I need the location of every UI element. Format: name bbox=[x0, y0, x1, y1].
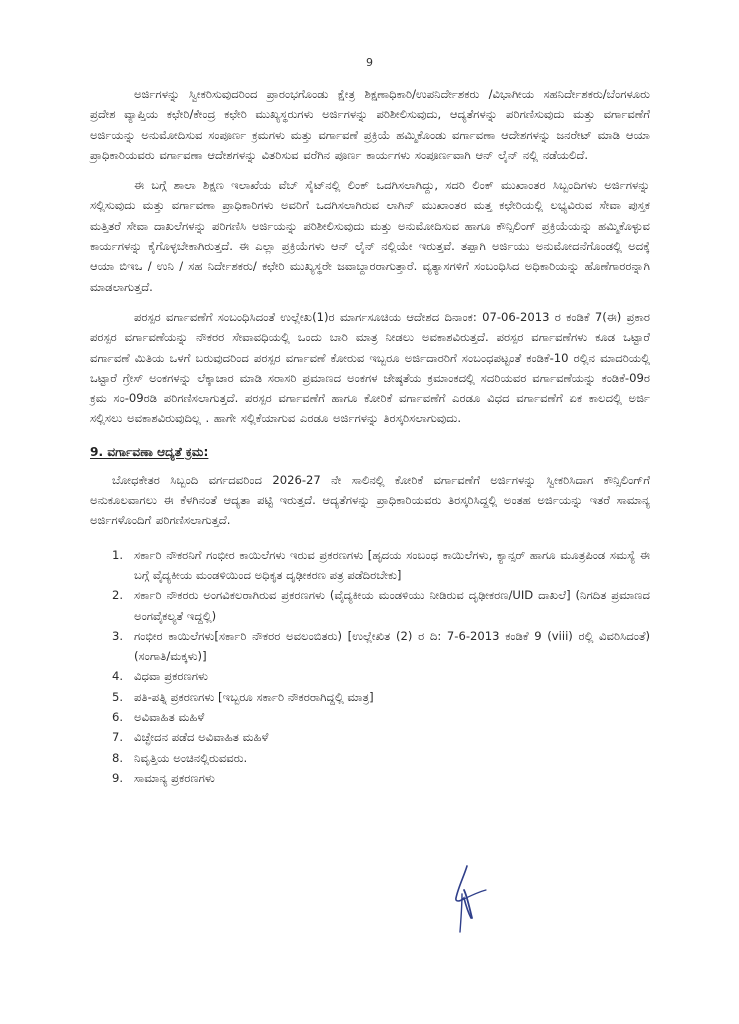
paragraph-online-process: ಅರ್ಜಿಗಳನ್ನು ಸ್ವೀಕರಿಸುವುದರಿಂದ ಪ್ರಾರಂಭಗೊಂಡು ಕ್ಷೇತ್ರ ಶಿಕ್ಷಣಾಧಿಕಾರಿ/ಉಪನಿರ್ದೇಶಕರು /ವಿಭಾಗೀಯ ಸಹನಿರ್ದೇಶಕರು/ಬೆಂಗಳೂರು ಪ್ರದೇಶ ವ್ಯಾಪ್ತಿಯ ಕಛೇರಿ/ಕೇಂದ್ರ ಕಛೇರಿ ಮುಖ್ಯಸ್ಥರುಗಳು ಅರ್ಜಿಗಳನ್ನು ಪರಿಶೀಲಿಸುವುದು, ಆದ್ಯತೆಗಳನ್ನು ಪರಿಗಣಿಸುವುದು ಮತ್ತು ವರ್ಗಾವಣೆಗೆ ಅರ್ಜಿಯನ್ನು ಅನುಮೋದಿಸುವ ಸಂಪೂರ್ಣ ಕ್ರಮಗಳು ಮತ್ತು ವರ್ಗಾವಣೆ ಪ್ರಕ್ರಿಯೆ ಹಮ್ಮಿಕೊಂಡು ವರ್ಗಾವಣಾ ಆದೇಶಗಳನ್ನು ಜನರೇಟ್ ಮಾಡಿ ಆಯಾ ಪ್ರಾಧಿಕಾರಿಯವರು ವರ್ಗಾವಣಾ ಆದೇಶಗಳನ್ನು ವಿತರಿಸುವ ವರೆಗಿನ ಪೂರ್ಣ ಕಾರ್ಯಗಳು ಸಂಪೂರ್ಣವಾಗಿ ಆನ್ ಲೈನ್ ನಲ್ಲಿ ನಡೆಯಲಿದೆ. bbox=[90, 87, 650, 162]
list-item-text: ಸರ್ಕಾರಿ ನೌಕರರು ಅಂಗವಿಕಲರಾಗಿರುವ ಪ್ರಕರಣಗಳು (ವೈದ್ಯಕೀಯ ಮಂಡಳಿಯು ನೀಡಿರುವ ದೃಢೀಕರಣ/UID ದಾಖಲೆ] (ನಿಗದಿತ ಪ್ರಮಾಣದ ಅಂಗವೈಕಲ್ಯತೆ ಇದ್ದಲ್ಲಿ) bbox=[134, 588, 650, 623]
list-item bbox=[112, 687, 650, 707]
list-item bbox=[112, 748, 650, 768]
list-item-number: 5. bbox=[112, 689, 124, 704]
priority-list bbox=[90, 545, 650, 789]
list-item-number: 8. bbox=[112, 750, 124, 765]
list-item-text: ಸಾಮಾನ್ಯ ಪ್ರಕರಣಗಳು bbox=[134, 770, 215, 785]
page-number: 9 bbox=[366, 56, 373, 69]
list-item bbox=[112, 585, 650, 626]
list-item-number: 6. bbox=[112, 710, 124, 725]
paragraph-mutual-transfer: ಪರಸ್ಪರ ವರ್ಗಾವಣೆಗೆ ಸಂಬಂಧಿಸಿದಂತೆ ಉಲ್ಲೇಖ(1)ರ ಮಾರ್ಗಸೂಚಿಯ ಆದೇಶದ ದಿನಾಂಕ: 07-06-2013 ರ ಕಂಡಿಕೆ 7(ಈ) ಪ್ರಕಾರ ಪರಸ್ಪರ ವರ್ಗಾವಣೆಯನ್ನು ನೌಕರರ ಸೇವಾವಧಿಯಲ್ಲಿ ಒಂದು ಬಾರಿ ಮಾತ್ರ ನೀಡಲು ಅವಕಾಶವಿರುತ್ತದೆ. ಪರಸ್ಪರ ವರ್ಗಾವಣೆಗಳು ಕೂಡ ಒಟ್ಟಾರೆ ವರ್ಗಾವಣೆ ಮಿತಿಯ ಒಳಗೆ ಬರುವುದರಿಂದ ಪರಸ್ಪರ ವರ್ಗಾವಣೆ ಕೋರುವ ಇಬ್ಬರೂ ಅರ್ಜಿದಾರರಿಗೆ ಸಂಬಂಧಪಟ್ಟಂತೆ ಕಂಡಿಕೆ-10 ರಲ್ಲಿನ ಮಾದರಿಯಲ್ಲಿ ಒಟ್ಟಾರೆ ಗ್ರೇಸ್ ಅಂಕಗಳನ್ನು ಲೆಕ್ಕಾಚಾರ ಮಾಡಿ ಸರಾಸರಿ ಪ್ರಮಾಣದ ಅಂಕಗಳ ಜೇಷ್ಠತೆಯ ಕ್ರಮಾಂಕದಲ್ಲಿ ಸದರಿಯವರ ವರ್ಗಾವಣೆಯನ್ನು ಕಂಡಿಕೆ-09ರ ಕ್ರಮ ಸಂ-09ರಡಿ ಪರಿಗಣಿಸಲಾಗುತ್ತದೆ. ಪರಸ್ಪರ ವರ್ಗಾವಣೆಗೆ ಹಾಗೂ ಕೋರಿಕೆ ವರ್ಗಾವಣೆಗೆ ಎರಡೂ ವಿಧದ ವರ್ಗಾವಣೆಗೆ ಏಕ ಕಾಲದಲ್ಲಿ ಅರ್ಜಿ ಸಲ್ಲಿಸಲು ಅವಕಾಶವಿರುವುದಿಲ್ಲ . ಹಾಗೇ ಸಲ್ಲಿಕೆಯಾಗುವ ಎರಡೂ ಅರ್ಜಿಗಳನ್ನು ತಿರಸ್ಕರಿಸಲಾಗುವುದು. bbox=[90, 309, 650, 426]
list-item-number: 7. bbox=[112, 730, 124, 745]
list-item-text: ನಿವೃತ್ತಿಯ ಅಂಚಿನಲ್ಲಿರುವವರು. bbox=[134, 750, 248, 765]
list-item-number: 3. bbox=[112, 628, 124, 643]
list-item bbox=[112, 626, 650, 667]
section-intro: ಬೋಧಕೇತರ ಸಿಬ್ಬಂದಿ ವರ್ಗದವರಿಂದ 2026-27 ನೇ ಸಾಲಿನಲ್ಲಿ ಕೋರಿಕೆ ವರ್ಗಾವಣೆಗೆ ಅರ್ಜಿಗಳನ್ನು ಸ್ವೀಕರಿಸಿದಾಗ ಕೌನ್ಸಿಲಿಂಗ್‌ಗೆ ಅನುಕೂಲವಾಗಲು ಈ ಕೆಳಗಿನಂತೆ ಆದ್ಯತಾ ಪಟ್ಟಿ ಇರುತ್ತದೆ. ಆದ್ಯತೆಗಳನ್ನು ಪ್ರಾಧಿಕಾರಿಯವರು ತಿರಸ್ಕರಿಸಿದ್ದಲ್ಲಿ ಅಂತಹ ಅರ್ಜಿಯನ್ನು ಇತರೆ ಸಾಮಾನ್ಯ ಅರ್ಜಿಗಳೊಂದಿಗೆ ಪರಿಗಣಿಸಲಾಗುತ್ತದೆ. bbox=[90, 472, 650, 528]
list-item bbox=[112, 727, 650, 747]
list-item-text: ಅವಿವಾಹಿತ ಮಹಿಳೆ bbox=[134, 710, 205, 725]
list-item-number: 1. bbox=[112, 547, 124, 562]
list-item-text: ಪತಿ-ಪತ್ನಿ ಪ್ರಕರಣಗಳು [ಇಬ್ಬರೂ ಸರ್ಕಾರಿ ನೌಕರರಾಗಿದ್ದಲ್ಲಿ ಮಾತ್ರ] bbox=[134, 689, 374, 704]
list-item-text: ವಿಚ್ಛೇದನ ಪಡೆದ ಅವಿವಾಹಿತ ಮಹಿಳೆ bbox=[134, 730, 269, 745]
list-item-text: ಸರ್ಕಾರಿ ನೌಕರನಿಗೆ ಗಂಭೀರ ಕಾಯಿಲೆಗಳು ಇರುವ ಪ್ರಕರಣಗಳು [ಹೃದಯ ಸಂಬಂಧ ಕಾಯಿಲೆಗಳು, ಕ್ಯಾನ್ಸರ್ ಹಾಗೂ ಮೂತ್ರಪಿಂಡ ಸಮಸ್ಯೆ ಈ ಬಗ್ಗೆ ವೈದ್ಯಕೀಯ ಮಂಡಳಿಯಿಂದ ಅಧಿಕೃತ ದೃಢೀಕರಣ ಪತ್ರ ಪಡೆದಿರಬೇಕು] bbox=[134, 547, 650, 582]
signature-stroke bbox=[456, 866, 471, 918]
list-item-number: 4. bbox=[112, 669, 124, 684]
section-heading: 9. ವರ್ಗಾವಣಾ ಆದ್ಯತೆ ಕ್ರಮ: bbox=[90, 444, 209, 459]
list-item-text: ಗಂಭೀರ ಕಾಯಿಲೆಗಳು[ಸರ್ಕಾರಿ ನೌಕರರ ಅವಲಂಬಿತರು) [ಉಲ್ಲೇಖಿತ (2) ರ ದಿ: 7-6-2013 ಕಂಡಿಕೆ 9 (viii) ರಲ್ಲಿ ವಿವರಿಸಿದಂತೆ)(ಸಂಗಾತಿ/ಮಕ್ಕಳು)] bbox=[134, 628, 650, 664]
document-body bbox=[90, 84, 650, 788]
list-item bbox=[112, 707, 650, 727]
list-item-number: 9. bbox=[112, 770, 124, 785]
signature bbox=[440, 862, 500, 942]
list-item bbox=[112, 768, 650, 788]
list-item bbox=[112, 545, 650, 586]
list-item bbox=[112, 666, 650, 686]
paragraph-website-link: ಈ ಬಗ್ಗೆ ಶಾಲಾ ಶಿಕ್ಷಣ ಇಲಾಖೆಯ ವೆಬ್ ಸೈಟ್‌ನಲ್ಲಿ ಲಿಂಕ್ ಒದಗಿಸಲಾಗಿದ್ದು, ಸದರಿ ಲಿಂಕ್ ಮುಖಾಂತರ ಸಿಬ್ಬಂದಿಗಳು ಅರ್ಜಿಗಳನ್ನು ಸಲ್ಲಿಸುವುದು ಮತ್ತು ವರ್ಗಾವಣಾ ಪ್ರಾಧಿಕಾರಿಗಳು ಅವರಿಗೆ ಒದಗಿಸಲಾಗಿರುವ ಲಾಗಿನ್ ಮುಖಾಂತರ ಮತ್ತ ಕಛೇರಿಯಲ್ಲಿ ಲಭ್ಯವಿರುವ ಸೇವಾ ಪುಸ್ತಕ ಮತ್ತಿತರೆ ಸೇವಾ ದಾಖಲೆಗಳನ್ನು ಪರಿಗಣಿಸಿ ಅರ್ಜಿಯನ್ನು ಪರಿಶೀಲಿಸುವುದು ಮತ್ತು ಅನುಮೋದಿಸುವ ಹಾಗೂ ಕೌನ್ಸಿಲಿಂಗ್ ಪ್ರಕ್ರಿಯೆಯನ್ನು ಹಮ್ಮಿಕೊಳ್ಳುವ ಕಾರ್ಯಗಳನ್ನು ಕೈಗೊಳ್ಳಬೇಕಾಗಿರುತ್ತದೆ. ಈ ಎಲ್ಲಾ ಪ್ರಕ್ರಿಯೆಗಳು ಆನ್ ಲೈನ್ ನಲ್ಲಿಯೇ ಇರುತ್ತವೆ. ತಪ್ಪಾಗಿ ಅರ್ಜಿಯು ಅನುಮೋದನೆಗೊಂಡಲ್ಲಿ ಅದಕ್ಕೆ ಆಯಾ ಬಿಇಒ / ಉನಿ / ಸಹ ನಿರ್ದೇಶಕರು/ ಕಛೇರಿ ಮುಖ್ಯಸ್ಥರೇ ಜವಾಬ್ದಾರರಾಗುತ್ತಾರೆ. ವ್ಯತ್ಯಾಸಗಳಿಗೆ ಸಂಬಂಧಿಸಿದ ಅಧಿಕಾರಿಯನ್ನು ಹೊಣೆಗಾರರನ್ನಾಗಿ ಮಾಡಲಾಗುತ್ತದೆ. bbox=[90, 178, 650, 294]
list-item-number: 2. bbox=[112, 588, 124, 603]
list-item-text: ವಿಧವಾ ಪ್ರಕರಣಗಳು bbox=[134, 669, 208, 684]
